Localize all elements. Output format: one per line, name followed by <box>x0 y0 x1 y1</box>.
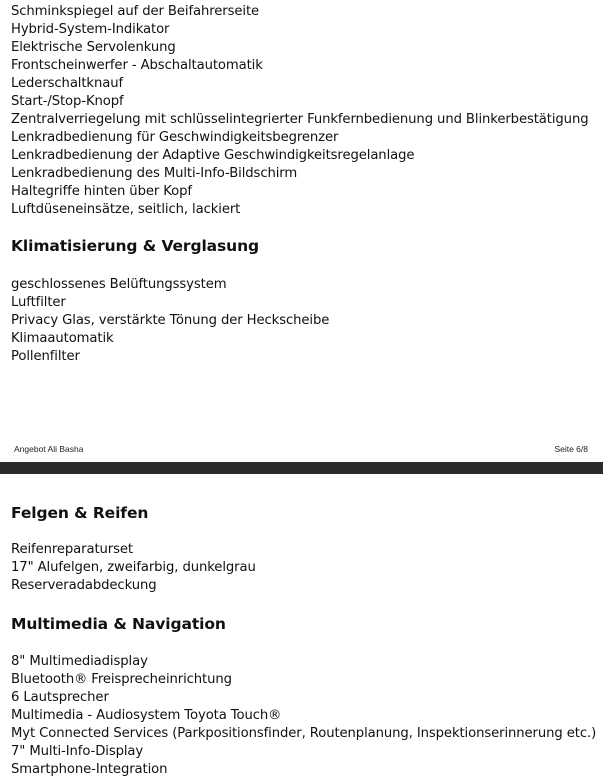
section-heading-multimedia: Multimedia & Navigation <box>11 615 226 633</box>
list-item: Luftfilter <box>11 295 66 310</box>
footer-offer-name: Angebot Ali Basha <box>14 444 84 454</box>
list-item: Smartphone-Integration <box>11 762 168 777</box>
footer-page-number: Seite 6/8 <box>554 444 588 454</box>
climate-feature-list <box>11 276 329 366</box>
section-heading-climate: Klimatisierung & Verglasung <box>11 237 260 255</box>
page-divider <box>0 462 603 474</box>
list-item: 8" Multimediadisplay <box>11 654 148 669</box>
wheels-feature-list <box>11 541 256 595</box>
list-item: Lenkradbedienung des Multi-Info-Bildschirm <box>11 166 298 181</box>
list-item: Privacy Glas, verstärkte Tönung der Heckscheibe <box>11 313 330 328</box>
list-item: Bluetooth® Freisprecheinrichtung <box>11 672 232 687</box>
list-item: Lenkradbedienung für Geschwindigkeitsbegrenzer <box>11 130 339 145</box>
list-item: Luftdüseneinsätze, seitlich, lackiert <box>11 202 241 217</box>
document-page-7 <box>0 474 603 777</box>
list-item: Frontscheinwerfer - Abschaltautomatik <box>11 58 263 73</box>
list-item: Lenkradbedienung der Adaptive Geschwindigkeitsregelanlage <box>11 148 415 163</box>
list-item: 17" Alufelgen, zweifarbig, dunkelgrau <box>11 560 256 575</box>
list-item: Myt Connected Services (Parkpositionsfinder, Routenplanung, Inspektionserinnerung etc.) <box>11 726 597 741</box>
multimedia-feature-list <box>11 653 596 779</box>
list-item: 6 Lautsprecher <box>11 690 109 705</box>
list-item: Schminkspiegel auf der Beifahrerseite <box>11 4 260 19</box>
list-item: Start-/Stop-Knopf <box>11 94 124 109</box>
list-item: Lederschaltknauf <box>11 76 124 91</box>
list-item: geschlossenes Belüftungssystem <box>11 277 227 292</box>
section-heading-wheels: Felgen & Reifen <box>11 504 149 522</box>
list-item: 7" Multi-Info-Display <box>11 744 144 759</box>
comfort-feature-list <box>11 3 588 219</box>
list-item: Klimaautomatik <box>11 331 114 346</box>
list-item: Elektrische Servolenkung <box>11 40 176 55</box>
list-item: Reserveradabdeckung <box>11 578 157 593</box>
list-item: Pollenfilter <box>11 349 80 364</box>
list-item: Reifenreparaturset <box>11 542 133 557</box>
list-item: Haltegriffe hinten über Kopf <box>11 184 192 199</box>
list-item: Hybrid-System-Indikator <box>11 22 170 37</box>
list-item: Multimedia - Audiosystem Toyota Touch® <box>11 708 282 723</box>
list-item: Zentralverriegelung mit schlüsselintegrierter Funkfernbedienung und Blinkerbestätigung <box>11 112 589 127</box>
